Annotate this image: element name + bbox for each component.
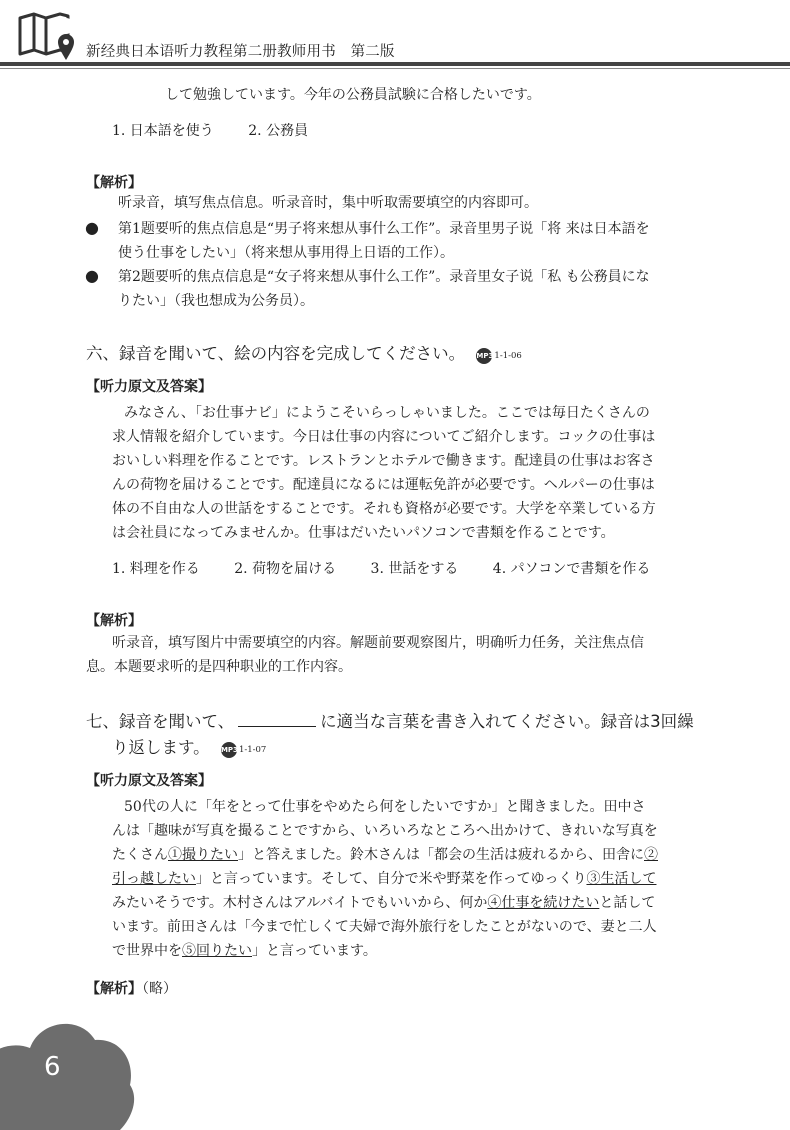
book-map-pin-icon [16, 12, 76, 62]
analysis-heading: 【解析】 [86, 175, 142, 191]
answer-item: 2. 荷物を届ける [234, 561, 337, 577]
answer-5: ⑤回りたい [182, 943, 252, 959]
analysis-bullet-1-cont: 使う仕事をしたい」（将来想从事用得上日语的工作）。 [118, 245, 454, 261]
section-7-title-part1: 七、録音を聞いて、 [86, 712, 235, 731]
script-line [112, 890, 655, 916]
script-line: みなさん、「お仕事ナビ」にようこそいらっしゃいました。ここでは毎日たくさんの [124, 405, 650, 421]
mp3-badge: MP3 [476, 348, 492, 364]
header-title: 新经典日本语听力教程第二册教师用书 第二版 [86, 44, 395, 60]
section-6-heading [86, 340, 522, 364]
script-text: 」と言っています。 [252, 943, 377, 959]
analysis-intro: 听录音，填写焦点信息。听录音时，集中听取需要填空的内容即可。 [118, 195, 538, 211]
section-7-title-part2: に適当な言葉を書き入れてください。録音は3回繰 [320, 712, 694, 731]
section-6-answers [112, 556, 680, 582]
script-line: います。前田さんは「今まで忙しくて夫婦で海外旅行をしたことがないので、妻と二人 [112, 919, 657, 935]
script-text: たくさん [112, 847, 168, 863]
answer-4: ④仕事を続けたい [487, 895, 600, 911]
script-line [112, 938, 377, 964]
mp3-badge: MP3 [221, 742, 237, 758]
script-line: 求人情報を紹介しています。今日は仕事の内容についてご紹介します。コックの仕事は [112, 429, 656, 445]
header-divider [0, 62, 790, 66]
script-line: おいしい料理を作ることです。レストランとホテルで働きます。配達員の仕事はお客さ [112, 453, 655, 469]
script-line [112, 866, 656, 892]
answer-item: 1. 日本語を使う [112, 123, 214, 139]
top-answers [112, 118, 338, 144]
analysis-heading: 【解析】 [86, 613, 142, 629]
script-text: みたいそうです。木村さんはアルバイトでもいいから、何か [112, 895, 488, 911]
bullet-icon: ● [85, 218, 99, 237]
script-line: 50代の人に「年をとって仕事をやめたら何をしたいですか」と聞きました。田中さ [124, 799, 646, 815]
answer-1: ①撮りたい [168, 847, 238, 863]
script-heading: 【听力原文及答案】 [86, 773, 212, 789]
script-text: 」と言っています。そして、自分で米や野菜を作ってゆっくり [196, 871, 587, 887]
answer-item: 1. 料理を作る [112, 561, 200, 577]
cloud-page-badge-icon [0, 1010, 140, 1130]
script-line: 体の不自由な人の世話をすることです。それも資格が必要です。大学を卒業している方 [112, 501, 656, 517]
mp3-track-code: 1-1-06 [494, 350, 522, 361]
mp3-track-code: 1-1-07 [238, 744, 267, 755]
mp3-audio-icon[interactable] [476, 345, 521, 364]
script-line: んの荷物を届けることです。配達員になるには運転免許が必要です。ヘルパーの仕事は [112, 477, 655, 493]
script-text: と話して [599, 895, 656, 911]
answer-item: 2. 公務員 [248, 123, 309, 139]
analysis-row [86, 976, 177, 1002]
script-text: 」と答えました。鈴木さんは「都会の生活は疲れるから、田舎に [238, 847, 644, 863]
script-text: で世界中を [112, 943, 182, 959]
script-line: は会社員になってみませんか。仕事はだいたいパソコンで書類を作ることです。 [112, 525, 615, 541]
continued-line: して勉強しています。今年の公務員試験に合格したいです。 [165, 87, 541, 103]
mp3-audio-icon[interactable] [221, 739, 266, 758]
header-divider-thin [0, 68, 790, 69]
bullet-icon: ● [85, 266, 99, 285]
answer-2: 引っ越したい [112, 871, 196, 887]
section-6-title: 六、録音を聞いて、絵の内容を完成してください。 [86, 344, 466, 363]
page-number: 6 [44, 1052, 61, 1082]
answer-3: ③生活して [586, 871, 657, 887]
analysis-bullet-2: 第2题要听的焦点信息是“女子将来想从事什么工作”。录音里女子说「私 も公務員にな [118, 269, 650, 285]
answer-2-number: ② [644, 847, 658, 863]
analysis-heading: 【解析】 [86, 981, 142, 997]
script-heading: 【听力原文及答案】 [86, 379, 212, 395]
analysis-line: 听录音，填写图片中需要填空的内容。解题前要观察图片，明确听力任务，关注焦点信 [112, 635, 644, 651]
answer-item: 3. 世話をする [370, 561, 459, 577]
script-line: んは「趣味が写真を撮ることですから、いろいろなところへ出かけて、きれいな写真を [112, 823, 658, 839]
analysis-text: （略） [142, 981, 177, 997]
section-7-heading [86, 708, 694, 732]
analysis-line: 息。本题要求听的是四种职业的工作内容。 [86, 659, 352, 675]
section-7-title-line2: り返します。 [112, 738, 210, 757]
analysis-bullet-2-cont: りたい」（我也想成为公务员）。 [118, 293, 314, 309]
section-7-heading-cont [112, 734, 266, 758]
analysis-bullet-1: 第1题要听的焦点信息是“男子将来想从事什么工作”。录音里男子说「将 来は日本語を [118, 221, 650, 237]
script-line [112, 842, 658, 868]
blank-line [238, 712, 316, 727]
answer-item: 4. パソコンで書類を作る [492, 561, 651, 577]
